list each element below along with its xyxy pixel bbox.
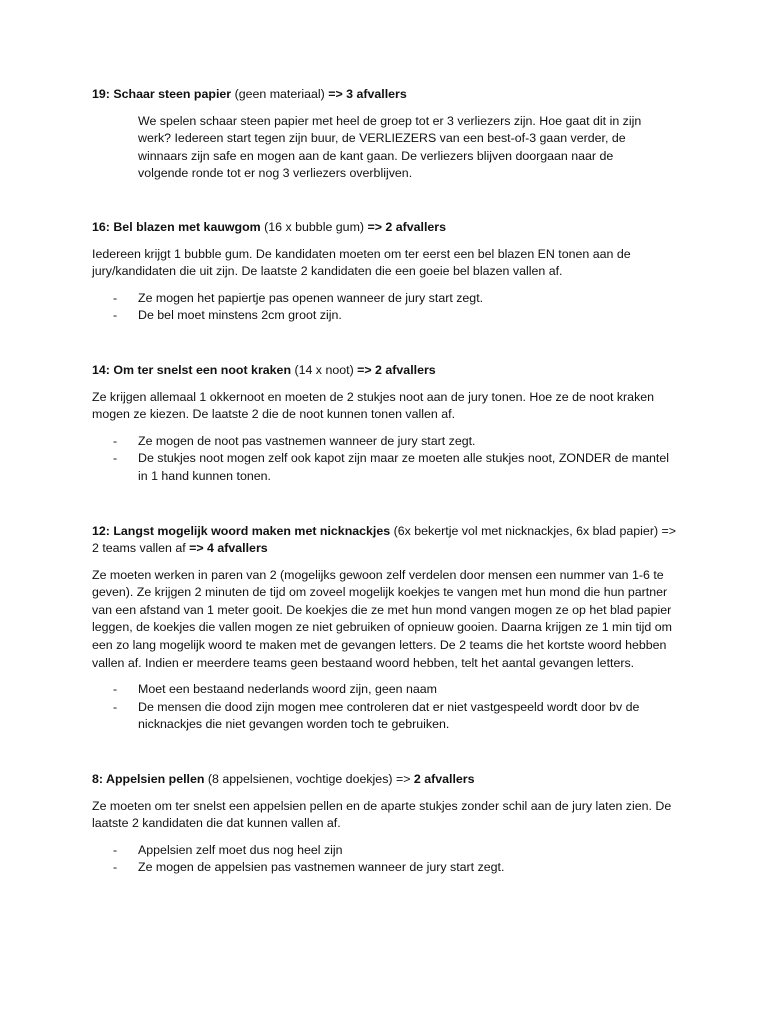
list-item (92, 699, 682, 734)
bullet-marker: - (113, 433, 118, 448)
section-heading (92, 771, 682, 789)
section-14 (92, 362, 682, 486)
heading-title: 14: Om ter snelst een noot kraken (92, 362, 292, 377)
bullet-list (92, 433, 682, 486)
heading-title: 12: Langst mogelijk woord maken met nicknackjes (92, 523, 391, 538)
heading-eliminations: => 3 afvallers (328, 87, 407, 101)
section-paragraph: Ze moeten om ter snelst een appelsien pellen en de aparte stukjes zonder schil aan de jury laten zien. De laatste 2 kandidaten die dat kunnen vallen af. (92, 798, 672, 831)
heading-title: 19: Schaar steen papier (92, 87, 232, 101)
bullet-marker: - (113, 308, 118, 323)
section-paragraph: Ze krijgen allemaal 1 okkernoot en moeten de 2 stukjes noot aan de jury tonen. Hoe ze de noot kraken mogen ze kiezen. De laatste 2 die de noot kunnen tonen vallen af. (92, 389, 655, 422)
section-heading (92, 362, 682, 380)
list-item (92, 859, 682, 877)
heading-eliminations: 2 afvallers (413, 772, 475, 787)
section-16 (92, 219, 682, 325)
bullet-list (92, 842, 682, 877)
bullet-marker: - (113, 290, 118, 305)
section-paragraph: We spelen schaar steen papier met heel de groep tot er 3 verliezers zijn. Hoe gaat dit in zijn werk? Iedereen start tegen zijn buur, de VERLIEZERS van een best-of-3 gaan verder, de winnaars zijn safe en mogen aan de kant gaan. De verliezers blijven doorgaan naar de volgende ronde tot er nog 3 verliezers overblijven. (138, 113, 642, 181)
bullet-marker: - (113, 842, 118, 857)
bullet-marker: - (113, 451, 118, 466)
list-item-text: Ze mogen de appelsien pas vastnemen wanneer de jury start zegt. (138, 860, 505, 875)
section-heading (92, 523, 682, 558)
list-item-text: De bel moet minstens 2cm groot zijn. (138, 308, 342, 323)
section-8 (92, 771, 682, 877)
heading-eliminations: => 2 afvallers (357, 362, 436, 377)
section-paragraph: Ze moeten werken in paren van 2 (mogelijks gewoon zelf verdelen door mensen een nummer van 1-6 te geven). Ze krijgen 2 minuten de tijd om zoveel mogelijk koekjes te vangen met hun mond die hun partner van een afstand van 1 meter gooit. De koekjes die ze met hun mond vangen mogen ze op het blad papier leggen, de koekjes die vallen mogen ze niet gebruiken of opnieuw gooien. Daarna krijgen ze 1 min tijd om een zo lang mogelijk woord te maken met de gevangen letters. De 2 teams die het kortste woord hebben vallen af. Indien er meerdere teams geen bestaand woord hebben, telt het aantal gevangen letters. (92, 567, 672, 670)
bullet-marker: - (113, 860, 118, 875)
list-item-text: De stukjes noot mogen zelf ook kapot zijn maar ze moeten alle stukjes noot, ZONDER de mantel in 1 hand kunnen tonen. (138, 451, 669, 483)
heading-eliminations: => 2 afvallers (367, 219, 447, 234)
list-item-text: Appelsien zelf moet dus nog heel zijn (138, 842, 343, 857)
list-item (92, 450, 682, 485)
heading-eliminations: => 4 afvallers (189, 541, 268, 556)
section-heading (92, 219, 682, 237)
heading-materials: (geen materiaal) (231, 87, 329, 101)
heading-materials: (16 x bubble gum) (260, 219, 368, 234)
heading-materials: (14 x noot) (291, 362, 358, 377)
section-paragraph: Iedereen krijgt 1 bubble gum. De kandidaten moeten om ter eerst een bel blazen EN tonen aan de jury/kandidaten die uit zijn. De laatste 2 kandidaten die een goeie bel blazen vallen af. (92, 246, 631, 279)
list-item (92, 307, 682, 325)
list-item-text: Ze mogen het papiertje pas openen wanneer de jury start zegt. (138, 290, 484, 305)
list-item (92, 681, 682, 699)
bullet-list (92, 290, 682, 325)
bullet-marker: - (113, 699, 118, 714)
list-item (92, 433, 682, 451)
list-item (92, 290, 682, 308)
list-item-text: De mensen die dood zijn mogen mee controleren dat er niet vastgespeeld wordt door bv de nicknackjes die niet gevangen worden toch te gebruiken. (138, 699, 640, 732)
heading-title: 16: Bel blazen met kauwgom (92, 219, 261, 234)
section-heading (92, 86, 682, 104)
list-item-text: Ze mogen de noot pas vastnemen wanneer de jury start zegt. (138, 433, 476, 448)
document-page (92, 86, 682, 877)
section-19 (92, 86, 682, 183)
bullet-marker: - (113, 682, 118, 697)
bullet-list (92, 681, 682, 734)
list-item-text: Moet een bestaand nederlands woord zijn, geen naam (138, 682, 437, 697)
heading-materials: (6x bekertje vol met nicknackjes, 6x blad papier) => 2 teams vallen af (92, 523, 676, 556)
heading-title: 8: Appelsien pellen (92, 772, 205, 787)
heading-materials: (8 appelsienen, vochtige doekjes) => (204, 772, 414, 787)
section-12 (92, 523, 682, 735)
list-item (92, 842, 682, 860)
